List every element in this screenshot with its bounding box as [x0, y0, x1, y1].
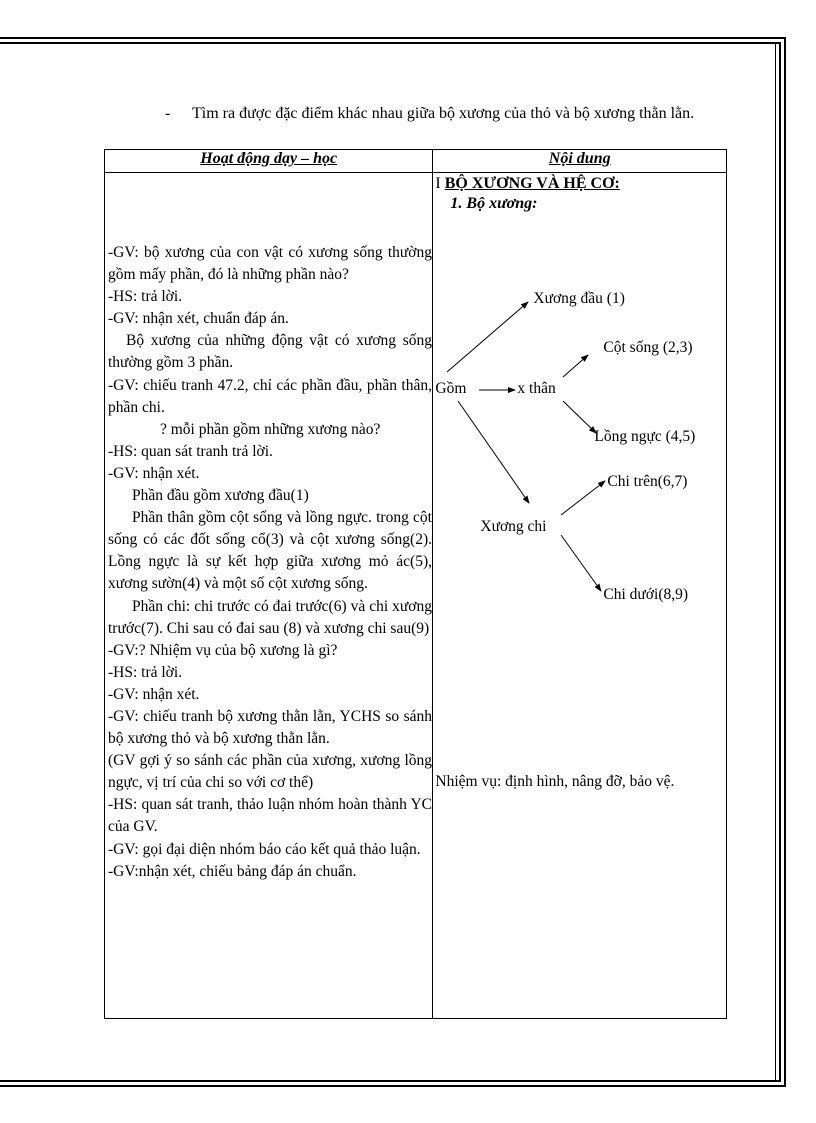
skeleton-function: Nhiệm vụ: định hình, nâng đỡ, bảo vệ. [435, 773, 675, 790]
paragraph: Phần đầu gồm xương đầu(1) [132, 487, 309, 505]
arrow-hind-limb [561, 535, 601, 591]
bullet-dash: - [165, 105, 171, 122]
label-spine: Cột sống (2,3) [603, 339, 693, 356]
paragraph: Phần chi: chi trước có đai trước(6) và chi xương trước(7). Chi sau có đai sau (8) và xương chi sau(9) [108, 597, 432, 637]
section-title: BỘ XƯƠNG VÀ HỆ CƠ: [444, 175, 620, 192]
arrow-chest [563, 401, 596, 433]
paragraph: (GV gợi ý so sánh các phần của xương, xương lồng ngực, vị trí của chi so với cơ thể) [108, 752, 432, 792]
label-hind-limb: Chi dưới(8,9) [603, 586, 689, 603]
col-content-header: Nội dung [433, 150, 727, 173]
paragraph: -GV:nhận xét, chiếu bảng đáp án chuẩn. [108, 862, 357, 880]
paragraph: -GV:? Nhiệm vụ của bộ xương là gì? [108, 641, 338, 659]
paragraph: -HS: quan sát tranh trả lời. [108, 442, 273, 460]
col-activities-header: Hoạt động dạy – học [105, 150, 433, 173]
paragraph: -GV: nhận xét. [108, 685, 200, 703]
label-head-bone: Xương đầu (1) [533, 290, 625, 307]
paragraph: -GV: gọi đại diện nhóm báo cáo kết quả thảo luận. [108, 840, 421, 858]
arrow-spine [563, 355, 588, 377]
lesson-table [104, 149, 727, 1019]
section-number: I [435, 175, 445, 192]
label-root: Gồm [435, 380, 467, 397]
paragraph: -GV: chiếu tranh bộ xương thằn lằn, YCHS so sánh bộ xương thỏ và bộ xương thằn lằn. [108, 707, 432, 748]
arrow-limbs [458, 401, 529, 503]
paragraph: -GV: bộ xương của con vật có xương sống thường gồm mấy phần, đó là những phần nào? [108, 244, 432, 284]
arrow-head-bone [447, 302, 528, 372]
label-front-limb: Chi trên(6,7) [607, 473, 688, 490]
content-cell [433, 173, 727, 1019]
paragraph: -HS: trả lời. [108, 288, 183, 306]
subsection-heading: 1. Bộ xương: [450, 195, 538, 212]
paragraph: ? mỗi phần gồm những xương nào? [160, 420, 381, 438]
table-header-row [105, 150, 727, 173]
paragraph: -GV: nhận xét, chuẩn đáp án. [108, 310, 289, 328]
label-chest: Lồng ngực (4,5) [594, 428, 696, 445]
skeleton-diagram [433, 173, 727, 633]
activities-cell [105, 173, 433, 1019]
activities-text [108, 242, 432, 883]
label-trunk: x thân [517, 380, 556, 397]
paragraph: Phần thân gồm cột sống và lồng ngực. trong cột sống có các đốt sống cổ(3) và cột xương sống(2). Lồng ngực là sự kết hợp giữa xương mỏ ác(5), xương sườn(4) và một số cột xương sống. [108, 509, 432, 593]
label-limbs: Xương chi [480, 518, 547, 535]
arrow-front-limb [561, 481, 605, 515]
paragraph: -GV: nhận xét. [108, 464, 200, 482]
table-body-row [105, 173, 727, 1019]
paragraph: -GV: chiếu tranh 47.2, chỉ các phần đầu, phần thân, phần chi. [108, 376, 432, 416]
paragraph: -HS: quan sát tranh, thảo luận nhóm hoàn thành YC của GV. [108, 796, 432, 836]
paragraph: Bộ xương của những động vật có xương sống thường gồm 3 phần. [108, 332, 432, 372]
paragraph: -HS: trả lời. [108, 663, 183, 681]
objective-text: Tìm ra được đặc điểm khác nhau giữa bộ xương của thỏ và bộ xương thằn lằn. [192, 105, 695, 122]
